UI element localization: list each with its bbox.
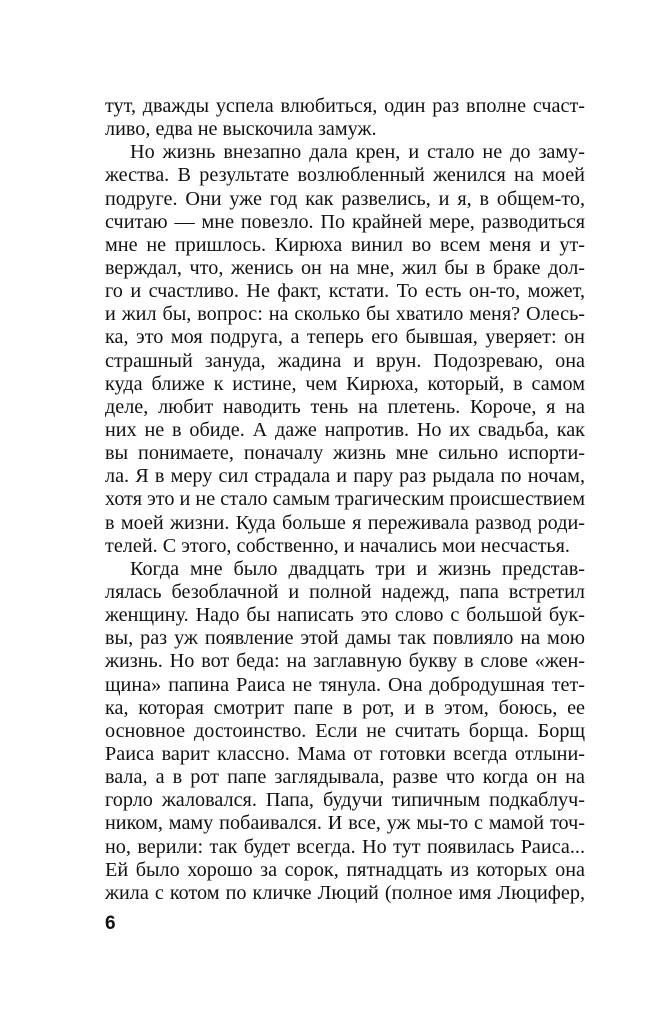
page-number: 6 bbox=[105, 913, 116, 934]
text-line: го и счастливо. Не факт, кстати. То есть он-то, может, bbox=[105, 280, 585, 303]
text-line: мне не пришлось. Кирюха винил во всем меня и ут- bbox=[105, 233, 585, 256]
text-line: основное достоинство. Если не считать борща. Борщ bbox=[105, 719, 585, 742]
text-line: считаю — мне повезло. По крайней мере, разводиться bbox=[105, 210, 585, 233]
text-line: ка, которая смотрит папе в рот, и в этом, боюсь, ее bbox=[105, 696, 585, 719]
text-line: ла. Я в меру сил страдала и пару раз рыдала по ночам, bbox=[105, 465, 585, 488]
text-line: вала, а в рот папе заглядывала, разве что когда он на bbox=[105, 766, 585, 789]
body-text bbox=[105, 95, 585, 905]
text-line: Когда мне было двадцать три и жизнь представ- bbox=[130, 557, 585, 580]
text-line: жила с котом по кличке Люций (полное имя Люцифер, bbox=[105, 881, 585, 904]
text-line: ка, это моя подруга, а теперь его бывшая, уверяет: он bbox=[105, 326, 585, 349]
text-line: страшный зануда, жадина и врун. Подозреваю, она bbox=[105, 349, 585, 372]
text-line: лялась безоблачной и полной надежд, папа встретил bbox=[105, 580, 585, 603]
text-line: жества. В результате возлюбленный женился на моей bbox=[105, 164, 585, 187]
text-line: верждал, что, женись он на мне, жил бы в браке дол- bbox=[105, 256, 585, 279]
text-line: и жил бы, вопрос: на сколько бы хватило меня? Олесь- bbox=[105, 303, 585, 326]
text-line: вы, раз уж появление этой дамы так повлияло на мою bbox=[105, 627, 585, 650]
text-line: Но жизнь внезапно дала крен, и стало не до заму- bbox=[130, 141, 585, 164]
text-line: куда ближе к истине, чем Кирюха, который, в самом bbox=[105, 372, 585, 395]
text-line: женщину. Надо бы написать это слово с большой бук- bbox=[105, 604, 585, 627]
text-line: вы понимаете, поначалу жизнь мне сильно испорти- bbox=[105, 442, 585, 465]
text-line: деле, любит наводить тень на плетень. Короче, я на bbox=[105, 395, 585, 418]
text-line: но, верили: так будет всегда. Но тут появилась Раиса... bbox=[105, 835, 585, 858]
text-line: Ей было хорошо за сорок, пятнадцать из которых она bbox=[105, 858, 585, 881]
text-line: подруге. Они уже год как развелись, и я, в общем-то, bbox=[105, 187, 585, 210]
text-line: щина» папина Раиса не тянула. Она добродушная тет- bbox=[105, 673, 585, 696]
text-line: ливо, едва не выскочила замуж. bbox=[105, 118, 377, 141]
text-line: ником, маму побаивался. И все, уж мы-то с мамой точ- bbox=[105, 812, 585, 835]
text-line: них не в обиде. А даже напротив. Но их свадьба, как bbox=[105, 418, 585, 441]
text-line: тут, дважды успела влюбиться, один раз вполне счаст- bbox=[105, 95, 585, 117]
text-line: Раиса варит классно. Мама от готовки всегда отлыни- bbox=[105, 742, 585, 765]
text-line: хотя это и не стало самым трагическим происшествием bbox=[105, 488, 585, 511]
text-line: в моей жизни. Куда больше я переживала развод роди- bbox=[105, 511, 585, 534]
text-line: жизнь. Но вот беда: на заглавную букву в слове «жен- bbox=[105, 650, 585, 673]
text-line: горло жаловался. Папа, будучи типичным подкаблуч- bbox=[105, 789, 585, 812]
text-line: телей. С этого, собственно, и начались мои несчастья. bbox=[105, 534, 570, 557]
